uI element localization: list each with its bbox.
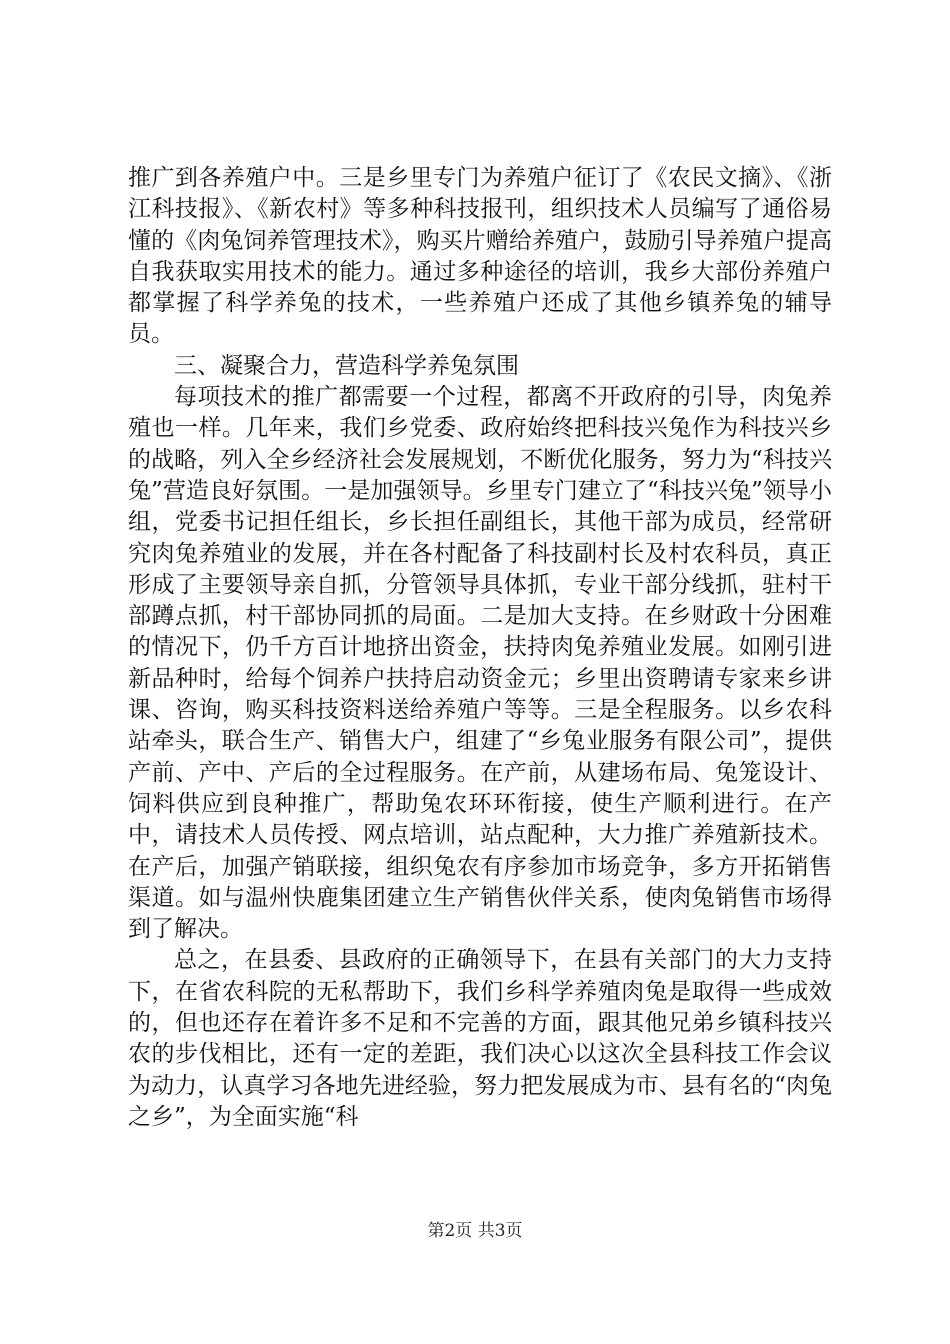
section-heading-3: 三、凝聚合力，营造科学养兔氛围	[174, 352, 519, 379]
paragraph-conclusion: 总之，在县委、县政府的正确领导下，在县有关部门的大力支持下，在省农科院的无私帮助下，我们乡科学养殖肉兔是取得一些成效的，但也还存在着许多不足和不完善的方面，跟其他兄弟乡镇科技兴农的步伐相比，还有一定的差距，我们决心以这次全县科技工作会议为动力，认真学习各地先进经验，努力把发展成为市、县有名的“肉兔之乡”，为全面实施“科	[128, 947, 832, 1130]
paragraph-training-continued: 推广到各养殖户中。三是乡里专门为养殖户征订了《农民文摘》、《浙江科技报》、《新农村》等多种科技报刊，组织技术人员编写了通俗易懂的《肉兔饲养管理技术》，购买片赠给养殖户，鼓励引导养殖户提高自我获取实用技术的能力。通过多种途径的培训，我乡大部份养殖户都掌握了科学养兔的技术，一些养殖户还成了其他乡镇养兔的辅导员。	[128, 165, 832, 348]
paragraph-government-guidance: 每项技术的推广都需要一个过程，都离不开政府的引导，肉兔养殖也一样。几年来，我们乡党委、政府始终把科技兴兔作为科技兴乡的战略，列入全乡经济社会发展规划，不断优化服务，努力为“科技兴兔”营造良好氛围。一是加强领导。乡里专门建立了“科技兴兔”领导小组，党委书记担任组长，乡长担任副组长，其他干部为成员，经常研究肉兔养殖业的发展，并在各村配备了科技副村长及村农科员，真正形成了主要领导亲自抓，分管领导具体抓，专业干部分线抓，驻村干部蹲点抓，村干部协同抓的局面。二是加大支持。在乡财政十分困难的情况下，仍千方百计地挤出资金，扶持肉兔养殖业发展。如刚引进新品种时，给每个饲养户扶持启动资金元；乡里出资聘请专家来乡讲课、咨询，购买科技资料送给养殖户等等。三是全程服务。以乡农科站牵头，联合生产、销售大户，组建了“乡兔业服务有限公司”，提供产前、产中、产后的全过程服务。在产前，从建场布局、兔笼设计、饲料供应到良种推广，帮助兔农环环衔接，使生产顺利进行。在产中，请技术人员传授、网点培训，站点配种，大力推广养殖新技术。在产后，加强产销联接，组织兔农有序参加市场竞争，多方开拓销售渠道。如与温州快鹿集团建立生产销售伙伴关系，使肉兔销售市场得到了解决。	[128, 384, 832, 943]
page-footer: 第2页 共3页	[427, 1221, 523, 1241]
document-body	[128, 163, 832, 1133]
